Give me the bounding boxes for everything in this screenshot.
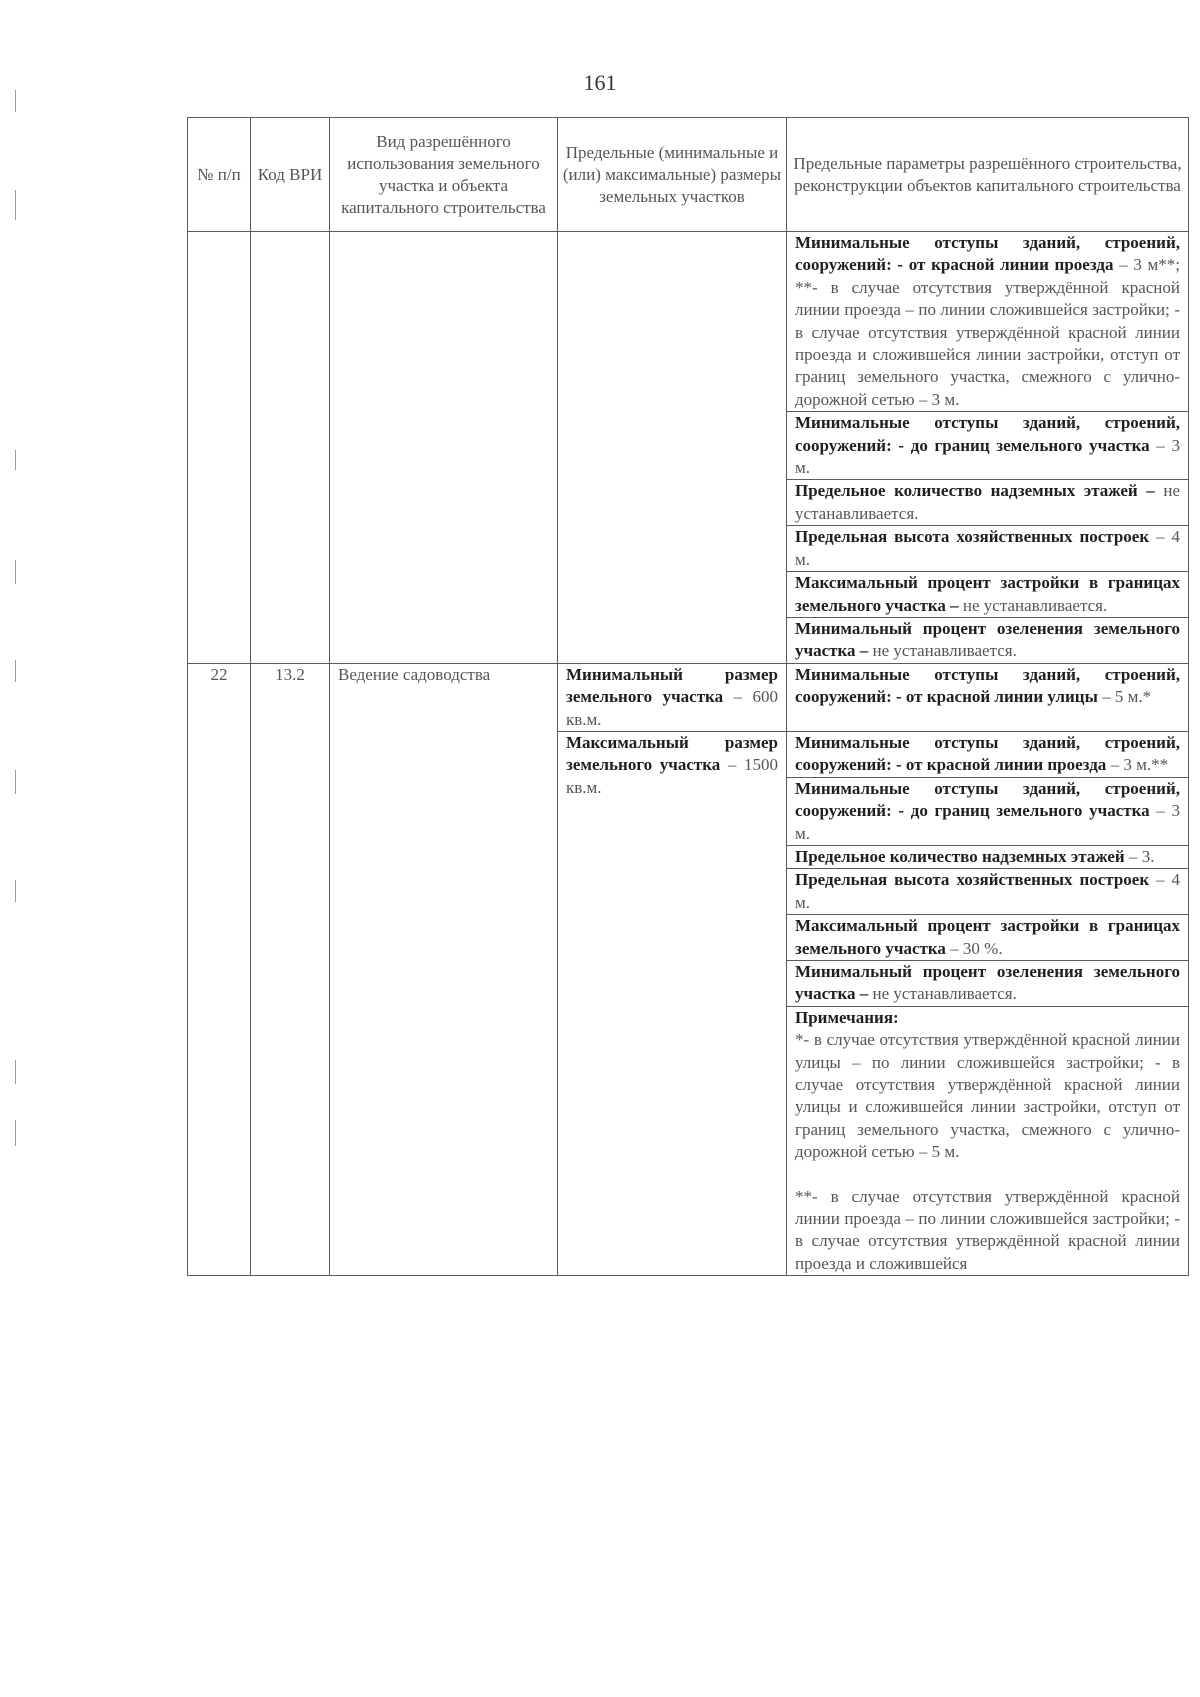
continued-size-cell xyxy=(558,232,787,664)
header-kind: Вид разрешённого использования земельного участка и объекта капитального строительства xyxy=(330,118,558,232)
scan-margin-mark xyxy=(15,190,16,220)
param-cell: Минимальные отступы зданий, строений, сооружений: - от красной линии проезда – 3 м.** xyxy=(787,731,1189,777)
param-cell: Минимальные отступы зданий, строений, сооружений: - от красной линии проезда – 3 м**; **- в случае отсутствия утверждённой красной линии проезда – по линии сложившейся застройки; - в случае отсутствия утверждённой красной линии проезда и сложившейся линии застройки, отступ от границ земельного участка, смежного с улично-дорожной сетью – 3 м. xyxy=(787,232,1189,412)
land-use-table xyxy=(187,117,1189,1276)
param-cell: Минимальный процент озеленения земельного участка – не устанавливается. xyxy=(787,961,1189,1007)
scan-margin-mark xyxy=(15,660,16,682)
table-header-row xyxy=(188,118,1189,232)
param-cell: Максимальный процент застройки в границах земельного участка – 30 %. xyxy=(787,915,1189,961)
vri-code: 13.2 xyxy=(251,663,330,1276)
note-spacer xyxy=(795,1164,1180,1186)
continued-kind-cell xyxy=(330,232,558,664)
param-cell: Минимальные отступы зданий, строений, сооружений: - до границ земельного участка – 3 м. xyxy=(787,777,1189,845)
param-cell: Максимальный процент застройки в границах земельного участка – не устанавливается. xyxy=(787,572,1189,618)
param-cell: Предельная высота хозяйственных построек – 4 м. xyxy=(787,526,1189,572)
page-number: 161 xyxy=(583,70,617,95)
min-size-cell: Минимальный размер земельного участка – 600 кв.м. xyxy=(558,663,787,731)
continued-code-cell xyxy=(251,232,330,664)
scan-margin-mark xyxy=(15,1060,16,1084)
param-cell: Предельная высота хозяйственных построек – 4 м. xyxy=(787,869,1189,915)
param-cell: Минимальные отступы зданий, строений, сооружений: - от красной линии улицы – 5 м.* xyxy=(787,663,1189,731)
param-cell: Минимальные отступы зданий, строений, сооружений: - до границ земельного участка – 3 м. xyxy=(787,412,1189,480)
scan-margin-mark xyxy=(15,450,16,470)
scan-margin-mark xyxy=(15,770,16,794)
row-number: 22 xyxy=(188,663,251,1276)
table-row xyxy=(188,663,1189,731)
land-use-kind: Ведение садоводства xyxy=(330,663,558,1276)
max-size-cell: Максимальный размер земельного участка – 1500 кв.м. xyxy=(558,731,787,1275)
note-passage: **- в случае отсутствия утверждённой красной линии проезда – по линии сложившейся застройки; - в случае отсутствия утверждённой красной линии проезда и сложившейся xyxy=(795,1186,1180,1273)
notes-title: Примечания: xyxy=(795,1007,899,1027)
continued-num-cell xyxy=(188,232,251,664)
param-cell: Минимальный процент озеленения земельного участка – не устанавливается. xyxy=(787,617,1189,663)
param-cell: Предельное количество надземных этажей – не устанавливается. xyxy=(787,480,1189,526)
scan-margin-mark xyxy=(15,1120,16,1146)
scan-margin-mark xyxy=(15,560,16,584)
header-code: Код ВРИ xyxy=(251,118,330,232)
scan-margin-mark xyxy=(15,880,16,902)
header-sizes: Предельные (минимальные и (или) максимальные) размеры земельных участков xyxy=(558,118,787,232)
notes-cell xyxy=(787,1006,1189,1275)
header-params: Предельные параметры разрешённого строительства, реконструкции объектов капитального строительства xyxy=(787,118,1189,232)
note-street: *- в случае отсутствия утверждённой красной линии улицы – по линии сложившейся застройки; - в случае отсутствия утверждённой красной линии улицы и сложившейся линии застройки, отступ от границ земельного участка, смежного с улично-дорожной сетью – 5 м. xyxy=(795,1030,1180,1162)
table-row xyxy=(188,232,1189,412)
param-cell: Предельное количество надземных этажей – 3. xyxy=(787,845,1189,868)
header-num: № п/п xyxy=(188,118,251,232)
